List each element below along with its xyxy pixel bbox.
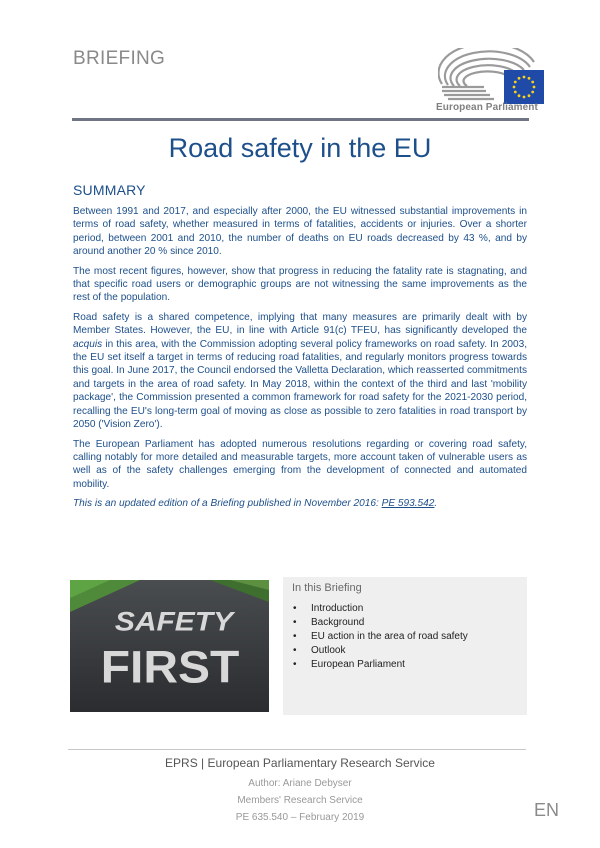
note-end: . [434,498,438,510]
toc-item-label: Background [311,617,365,628]
text-run: Road safety is a shared competence, implying that many measures are primarily dealt with by Member States. However, the EU, in line with Article 91(c) TFEU, has significantly developed the [73,311,527,337]
toc-item-label: Introduction [311,603,364,614]
summary-paragraph [73,311,527,432]
road-text-line2: FIRST [100,641,240,693]
page-title: Road safety in the EU [168,133,432,163]
bullet-icon: • [293,645,297,656]
eu-flag [504,70,544,104]
toc-item-label: European Parliament [311,659,405,670]
document-reference: PE 635.540 – February 2019 [235,812,365,823]
toc-item [292,616,468,630]
bullet-icon: • [293,631,297,642]
summary-paragraph: The most recent figures, however, show that progress in reducing the fatality rate is stagnating, and that specific road users or demographic groups are not witnessing the same improvements as the rest of the population. [73,265,527,304]
research-service-name: EPRS | European Parliamentary Research Service [165,756,435,770]
safety-first-road-image [70,580,269,712]
toc-item-label: EU action in the area of road safety [311,631,468,642]
road-text-line1: SAFETY [114,606,234,638]
header-divider [72,118,529,121]
toc-item [292,644,468,658]
bullet-icon: • [293,603,297,614]
bullet-icon: • [293,659,297,670]
footer-divider [68,749,526,750]
document-type-label: BRIEFING [73,48,166,69]
road-photo [70,580,269,712]
italic-term: acquis [73,338,103,350]
bullet-icon: • [293,617,297,628]
summary-heading: SUMMARY [73,182,146,198]
toc-item [292,630,468,644]
summary-paragraph: Between 1991 and 2017, and especially after 2000, the EU witnessed substantial improvements in terms of road safety, whether measured in terms of fatalities, accidents or injuries. Over a shorter period, between 2001 and 2010, the number of deaths on EU roads decreased by 43 %, and by around another 20 % since 2010. [73,206,527,258]
author-unit: Members' Research Service [237,795,363,806]
previous-briefing-link[interactable]: PE 593.542 [381,498,435,510]
summary-body [73,205,527,517]
toc-item [292,602,468,616]
author: Author: Ariane Debyser [248,778,352,789]
text-run: in this area, with the Commission adopting several policy frameworks on road safety. In 2003, the EU set itself a target in terms of reducing road fatalities, and regularly monitors progress towards this goal. In June 2017, the Council endorsed the Valletta Declaration, which reasserted commitments and targets in the area of road safety. In May 2018, within the context of the third and last 'mobility package', the Commission presented a common framework for road safety for the 2021-2030 period, recalling the EU's long-term goal of moving as close as possible to zero fatalities in road transport by 2050 ('Vision Zero'). [73,338,527,431]
toc-item [292,658,468,672]
edition-note-text: This is an updated edition of a Briefing published in November 2016: [73,498,382,510]
toc-title: In this Briefing [292,582,362,594]
toc-item-label: Outlook [311,645,346,656]
in-this-briefing-box [283,577,527,715]
edition-note [73,497,527,510]
summary-paragraph: The European Parliament has adopted numerous resolutions regarding or covering road safety, calling notably for more detailed and measurable targets, more account taken of vulnerable users as well as of the safety challenges emerging from the development of connected and automated mobility. [73,438,527,490]
language-code: EN [534,800,560,820]
toc-list [292,602,468,672]
logo-caption: European Parliament [436,102,538,113]
